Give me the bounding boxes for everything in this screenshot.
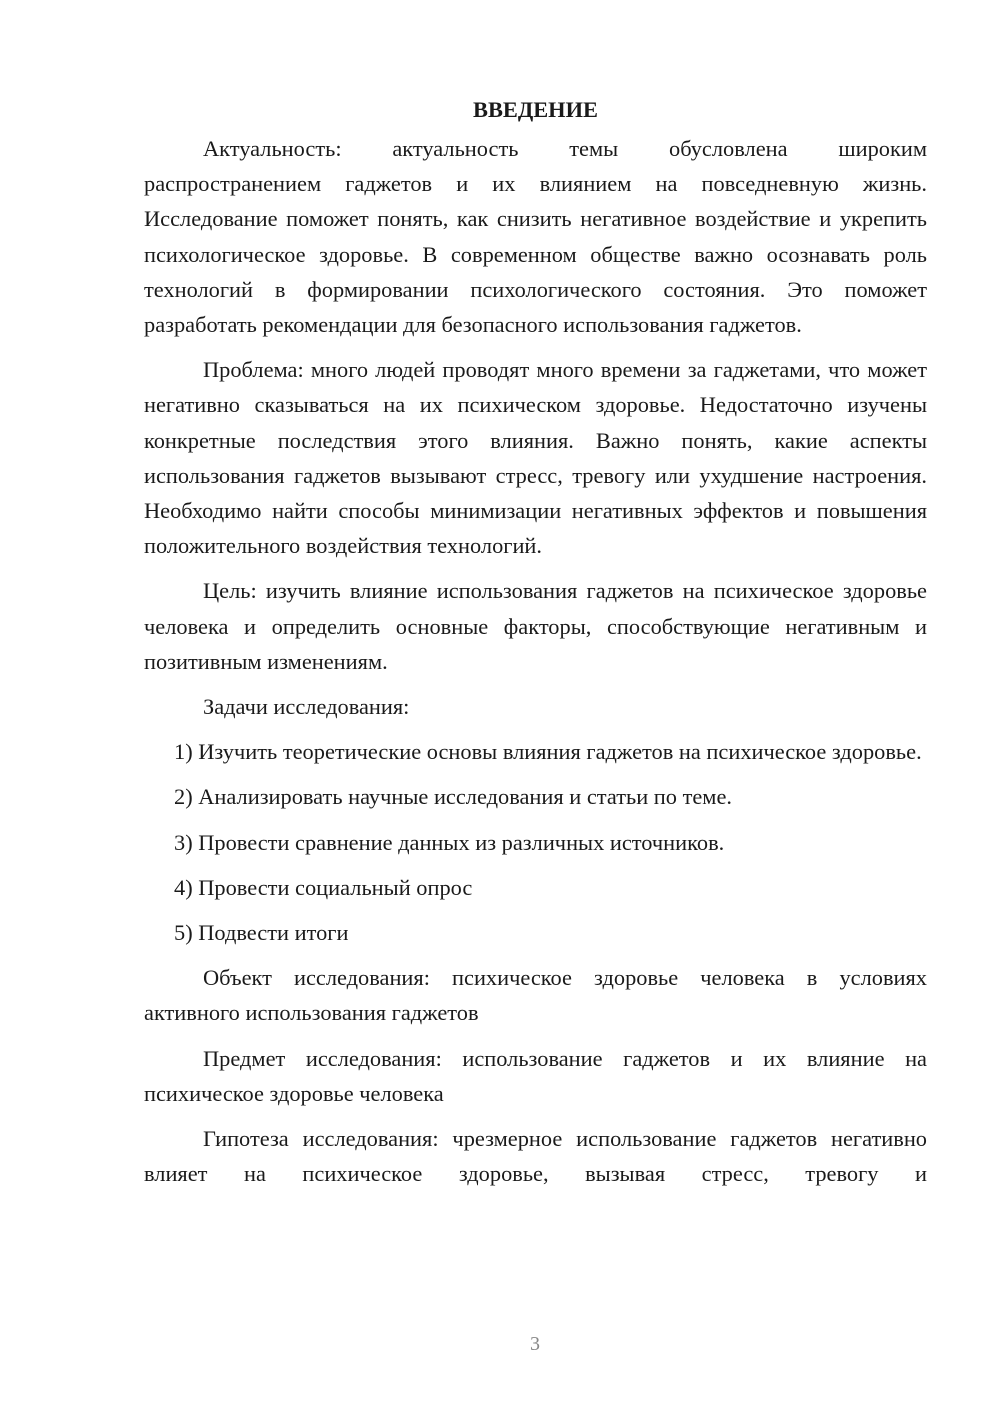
task-item-3: 3) Провести сравнение данных из различных источников.: [174, 829, 725, 855]
task-item-2: 2) Анализировать научные исследования и статьи по теме.: [174, 784, 732, 810]
object-paragraph: Объект исследования: психическое здоровье человека в условиях активного использования гаджетов: [144, 965, 927, 1026]
page-number: 3: [530, 1333, 540, 1355]
tasks-heading: Задачи исследования:: [203, 694, 410, 720]
task-item-1: 1) Изучить теоретические основы влияния гаджетов на психическое здоровье.: [174, 739, 922, 765]
problem-paragraph: Проблема: много людей проводят много времени за гаджетами, что может негативно сказываться на их психическом здоровье. Недостаточно изучены конкретные последствия этого влияния. Важно понять, какие аспекты использования гаджетов вызывают стресс, тревогу или ухудшение настроения. Необходимо найти способы минимизации негативных эффектов и повышения положительного воздействия технологий.: [144, 357, 927, 559]
task-item-5: 5) Подвести итоги: [174, 920, 349, 946]
section-heading: ВВЕДЕНИЕ: [473, 97, 598, 122]
goal-paragraph: Цель: изучить влияние использования гаджетов на психическое здоровье человека и определить основные факторы, способствующие негативным и позитивным изменениям.: [144, 578, 927, 674]
relevance-paragraph: Актуальность: актуальность темы обусловлена широким распространением гаджетов и их влиянием на повседневную жизнь. Исследование поможет понять, как снизить негативное воздействие и укрепить психологическое здоровье. В современном обществе важно осознавать роль технологий в формировании психологического состояния. Это поможет разработать рекомендации для безопасного использования гаджетов.: [144, 136, 927, 338]
page-content: [144, 92, 927, 1201]
task-item-4: 4) Провести социальный опрос: [174, 874, 473, 900]
subject-paragraph: Предмет исследования: использование гаджетов и их влияние на психическое здоровье человека: [144, 1045, 927, 1106]
hypothesis-paragraph: Гипотеза исследования: чрезмерное использование гаджетов негативно влияет на психическое здоровье, вызывая стресс, тревогу и: [144, 1126, 927, 1187]
